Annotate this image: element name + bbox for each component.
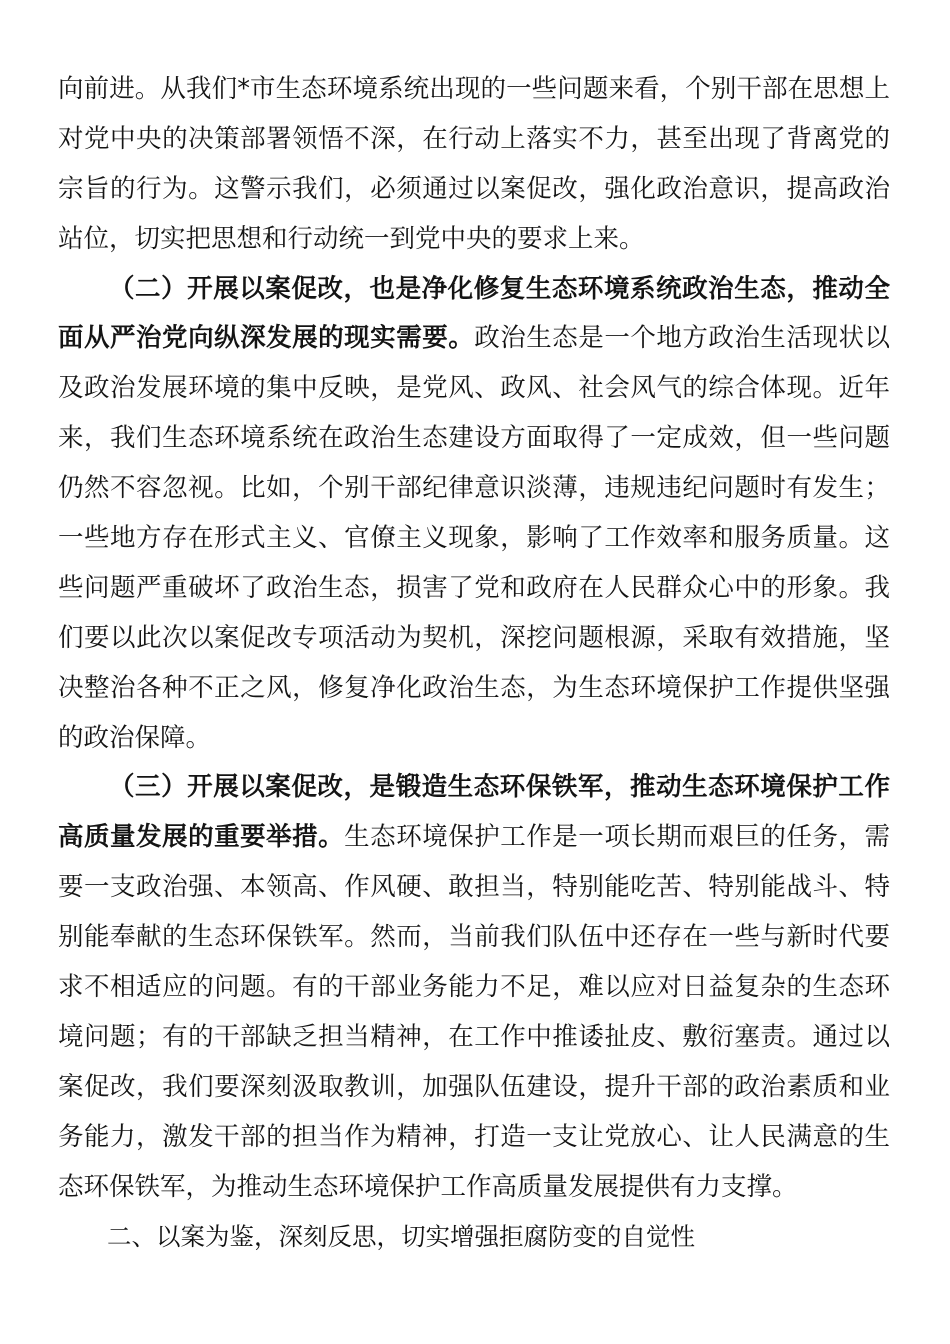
point-three-body-start: 生态环境保护工作是一项长期而艰巨的任务，需	[344, 822, 890, 853]
point-two-heading-line: （二）开展以案促改，也是净化修复生态环境系统政治生态，推动全	[109, 273, 890, 304]
paragraph-line: 案促改，我们要深刻汲取教训，加强队伍建设，提升干部的政治素质和业	[58, 1071, 890, 1102]
section-two-heading: 二、以案为鉴，深刻反思，切实增强拒腐防变的自觉性	[107, 1222, 695, 1252]
paragraph-line: 来，我们生态环境系统在政治生态建设方面取得了一定成效，但一些问题	[58, 423, 890, 454]
paragraph-line	[58, 813, 890, 863]
paragraph-line: 要一支政治强、本领高、作风硬、敢担当，特别能吃苦、特别能战斗、特	[58, 872, 890, 903]
paragraph-line: 态环保铁军，为推动生态环境保护工作高质量发展提供有力支撑。	[58, 1171, 798, 1202]
paragraph-point-two	[58, 265, 890, 764]
paragraph-line: 决整治各种不正之风，修复净化政治生态，为生态环境保护工作提供坚强	[58, 672, 890, 703]
paragraph-line: 求不相适应的问题。有的干部业务能力不足，难以应对日益复杂的生态环	[58, 972, 890, 1003]
paragraph-line: 些问题严重破坏了政治生态，损害了党和政府在人民群众心中的形象。我	[58, 572, 890, 603]
paragraph-line: 境问题；有的干部缺乏担当精神，在工作中推诿扯皮、敷衍塞责。通过以	[58, 1021, 890, 1052]
paragraph-line: 仍然不容忽视。比如，个别干部纪律意识淡薄，违规违纪问题时有发生；	[58, 473, 890, 504]
paragraph-section-one-continued	[58, 65, 890, 265]
paragraph-line: 的政治保障。	[58, 722, 212, 753]
paragraph-line	[58, 314, 890, 364]
point-two-heading-end: 面从严治党向纵深发展的现实需要。	[58, 323, 475, 354]
paragraph-line: 宗旨的行为。这警示我们，必须通过以案促改，强化政治意识，提高政治	[58, 173, 890, 204]
paragraph-point-three	[58, 763, 890, 1212]
paragraph-line: 一些地方存在形式主义、官僚主义现象，影响了工作效率和服务质量。这	[58, 523, 890, 554]
paragraph-line: 及政治发展环境的集中反映，是党风、政风、社会风气的综合体现。近年	[58, 373, 890, 404]
document-body	[58, 65, 890, 1262]
paragraph-line: 向前进。从我们*市生态环境系统出现的一些问题来看，个别干部在思想上	[58, 74, 890, 104]
paragraph-line: 们要以此次以案促改专项活动为契机，深挖问题根源，采取有效措施，坚	[58, 622, 890, 653]
paragraph-line: 对党中央的决策部署领悟不深，在行动上落实不力，甚至出现了背离党的	[58, 123, 890, 154]
paragraph-line: 别能奉献的生态环保铁军。然而，当前我们队伍中还存在一些与新时代要	[58, 922, 890, 953]
point-three-heading-line: （三）开展以案促改，是锻造生态环保铁军，推动生态环境保护工作	[109, 772, 890, 803]
paragraph-line: 站位，切实把思想和行动统一到党中央的要求上来。	[58, 223, 645, 254]
point-three-heading-end: 高质量发展的重要举措。	[58, 822, 345, 853]
paragraph-line: 务能力，激发干部的担当作为精神，打造一支让党放心、让人民满意的生	[58, 1121, 890, 1152]
point-two-body-start: 政治生态是一个地方政治生活现状以	[474, 323, 890, 354]
